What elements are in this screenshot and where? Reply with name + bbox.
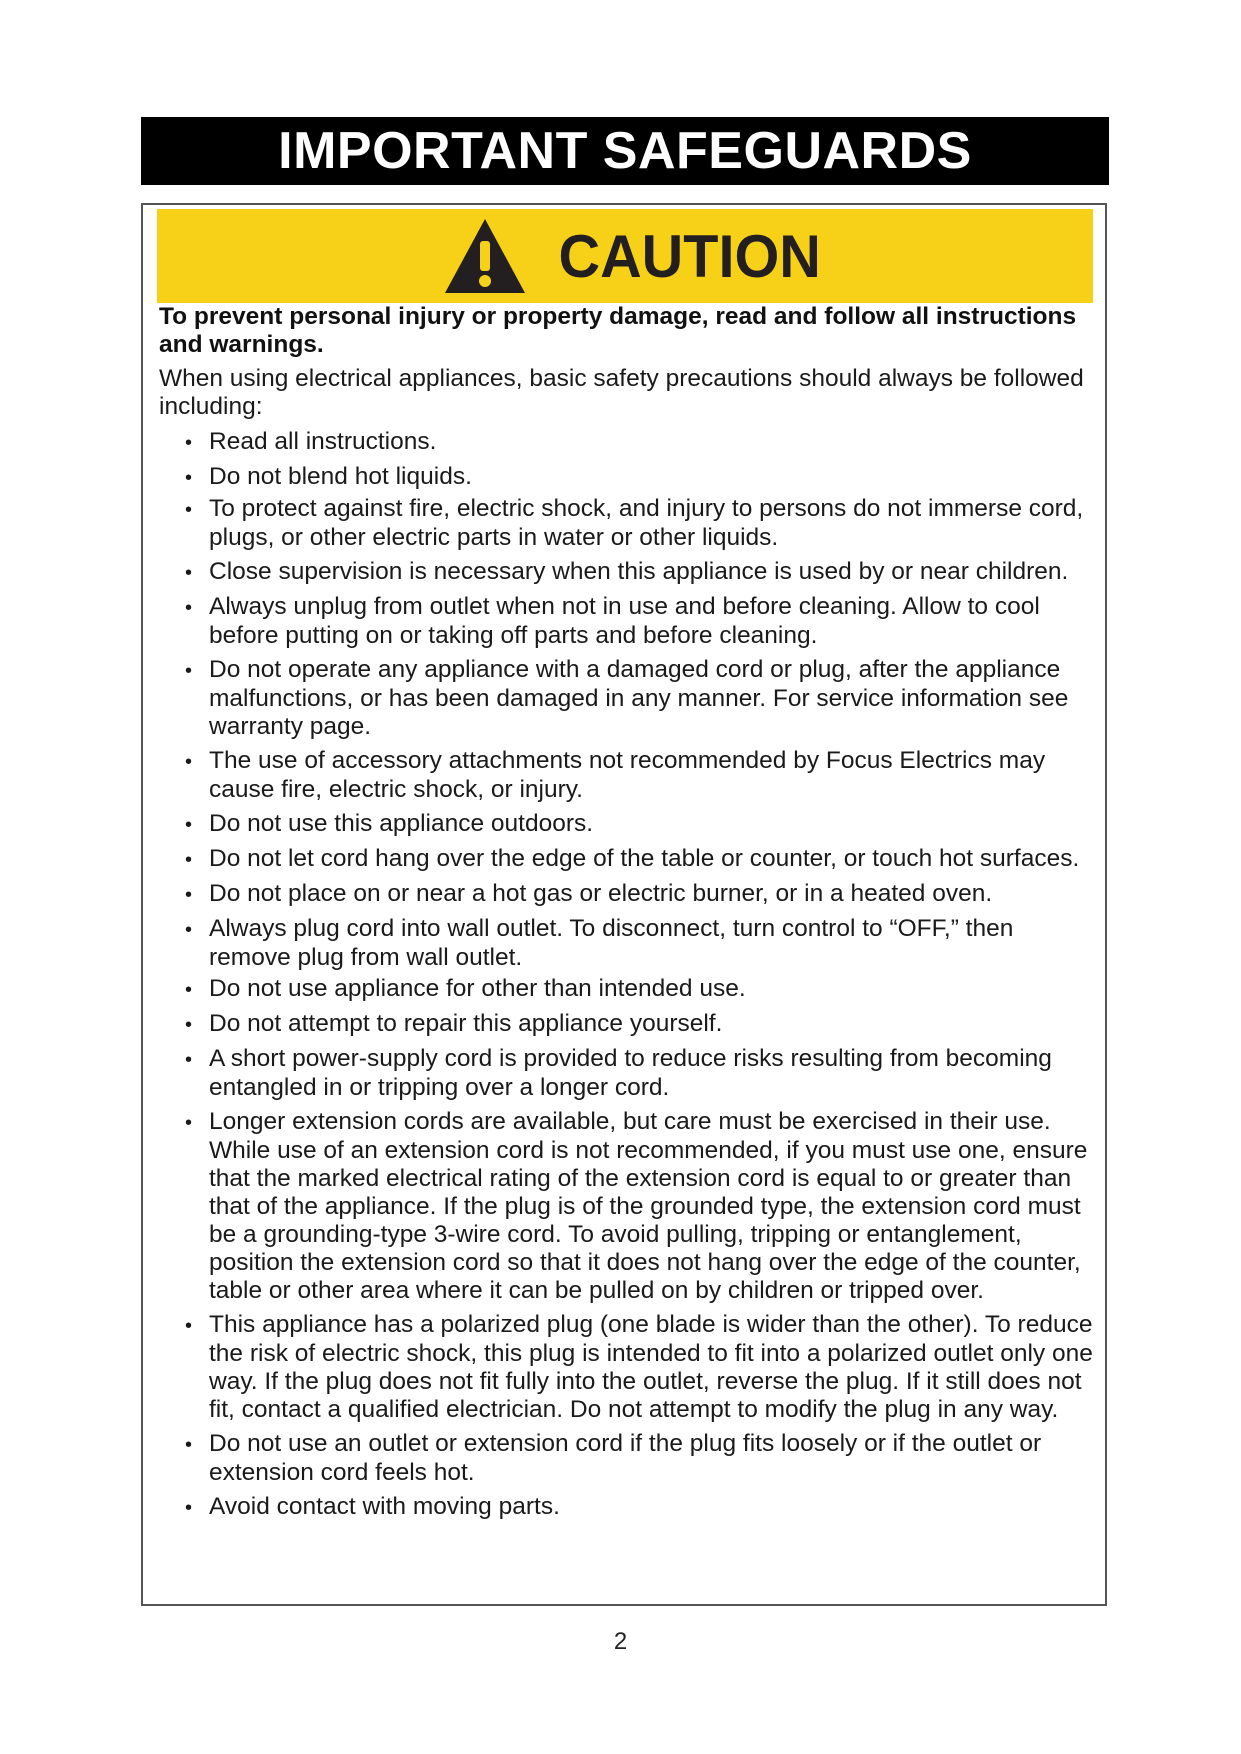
intro-text: When using electrical appliances, basic safety precautions should always be followed including: bbox=[159, 365, 1084, 420]
bullet-icon: • bbox=[185, 432, 193, 454]
list-item: • This appliance has a polarized plug (one blade is wider than the other). To reduce the risk of electric shock, this plug is intended to fit into a polarized outlet only one way. If the plug does not fit fully into the outlet, reverse the plug. If it still does not fit, contact a qualified electrician. Do not attempt to modify the plug in any way. bbox=[185, 1311, 1093, 1423]
bullet-icon: • bbox=[185, 597, 193, 619]
caution-label: CAUTION bbox=[558, 222, 822, 290]
page-title-text: IMPORTANT SAFEGUARDS bbox=[278, 122, 972, 180]
bullet-icon: • bbox=[185, 849, 193, 871]
bullet-icon: • bbox=[185, 1315, 193, 1337]
list-item: • Always unplug from outlet when not in use and before cleaning. Allow to cool before putting on or taking off parts and before cleaning. bbox=[185, 593, 1040, 649]
list-item: • Do not use an outlet or extension cord if the plug fits loosely or if the outlet or extension cord feels hot. bbox=[185, 1430, 1042, 1486]
bullet-icon: • bbox=[185, 751, 193, 773]
bullet-icon: • bbox=[185, 562, 193, 584]
bullet-icon: • bbox=[185, 660, 193, 682]
bullet-icon: • bbox=[185, 1112, 193, 1134]
lead-warning: To prevent personal injury or property damage, read and follow all instructions and warnings. bbox=[159, 303, 1077, 358]
list-item: • Do not blend hot liquids. bbox=[185, 463, 472, 490]
warning-triangle-icon bbox=[443, 217, 527, 295]
list-item: • Do not attempt to repair this appliance yourself. bbox=[185, 1010, 723, 1037]
list-item: • To protect against fire, electric shock, and injury to persons do not immerse cord, plugs, or other electric parts in water or other liquids. bbox=[185, 495, 1084, 551]
list-item: • Do not let cord hang over the edge of the table or counter, or touch hot surfaces. bbox=[185, 845, 1080, 872]
page-number: 2 bbox=[613, 1628, 628, 1655]
list-item: • Avoid contact with moving parts. bbox=[185, 1493, 560, 1520]
bullet-icon: • bbox=[185, 979, 193, 1001]
list-item: • A short power-supply cord is provided to reduce risks resulting from becoming entangled in or tripping over a longer cord. bbox=[185, 1045, 1052, 1101]
list-item: • Do not use this appliance outdoors. bbox=[185, 810, 594, 837]
list-item: • Read all instructions. bbox=[185, 428, 437, 455]
safeguards-text bbox=[159, 303, 1099, 1528]
bullet-icon: • bbox=[185, 1497, 193, 1519]
page-title bbox=[141, 117, 1109, 185]
bullet-icon: • bbox=[185, 1014, 193, 1036]
list-item: • Always plug cord into wall outlet. To disconnect, turn control to “OFF,” then remove plug from wall outlet. bbox=[185, 915, 1014, 971]
caution-banner bbox=[157, 209, 1093, 303]
list-item: • The use of accessory attachments not recommended by Focus Electrics may cause fire, electric shock, or injury. bbox=[185, 747, 1046, 803]
list-item: • Do not use appliance for other than intended use. bbox=[185, 975, 746, 1002]
list-item: • Do not place on or near a hot gas or electric burner, or in a heated oven. bbox=[185, 880, 993, 907]
list-item: • Do not operate any appliance with a damaged cord or plug, after the appliance malfunctions, or has been damaged in any manner. For service information see warranty page. bbox=[185, 656, 1069, 740]
bullet-icon: • bbox=[185, 919, 193, 941]
bullet-icon: • bbox=[185, 884, 193, 906]
list-item: • Longer extension cords are available, but care must be exercised in their use. While use of an extension cord is not recommended, if you must use one, ensure that the marked electrical rating of the extension cord is equal to or greater than that of the appliance. If the plug is of the grounded type, the extension cord must be a grounding-type 3-wire cord. To avoid pulling, tripping or entanglement, position the extension cord so that it does not hang over the edge of the counter, table or other area where it can be pulled on by children or tripped over. bbox=[185, 1108, 1088, 1304]
bullet-icon: • bbox=[185, 1049, 193, 1071]
bullet-icon: • bbox=[185, 467, 193, 489]
list-item: • Close supervision is necessary when this appliance is used by or near children. bbox=[185, 558, 1069, 585]
caution-inner bbox=[443, 217, 826, 295]
bullet-icon: • bbox=[185, 499, 193, 521]
bullet-icon: • bbox=[185, 1434, 193, 1456]
safeguards-box bbox=[141, 203, 1107, 1606]
bullet-icon: • bbox=[185, 814, 193, 836]
safeguard-list bbox=[159, 428, 1099, 1522]
